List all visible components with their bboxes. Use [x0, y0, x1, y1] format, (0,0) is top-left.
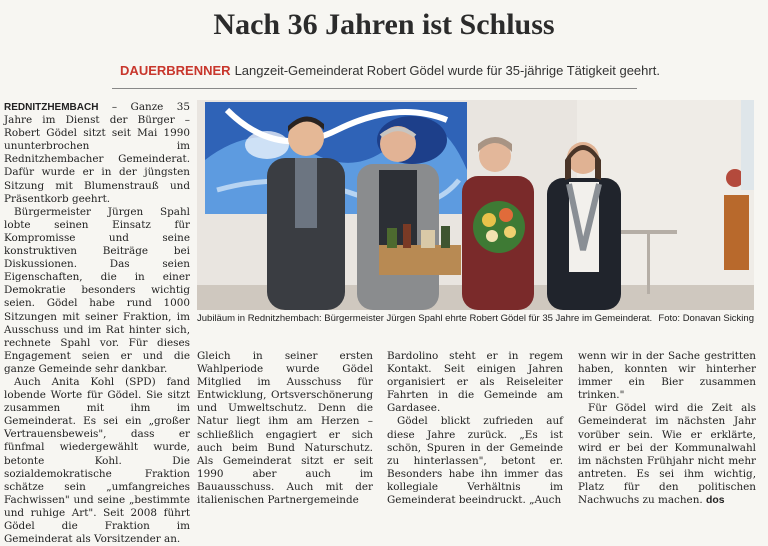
article-column-1 [4, 101, 190, 546]
divider [112, 88, 637, 89]
paragraph: Gödel blickt zufrieden auf diese Jahre zurück. „Es ist schön, Spuren in der Gemeinde zu hinterlassen", betont er. Besonders habe ihn immer das kollegiale Verhältnis im Gemeinderat beeindruckt. „Auch [387, 415, 563, 507]
paragraph: Gleich in seiner ersten Wahlperiode wurde Gödel Mitglied im Ausschuss für Entwicklung, Ortsverschönerung und Umweltschutz. Denn die Natur liegt ihm am Herzen – schließlich engagiert er sich auch beim Bund Naturschutz. Als Gemeinderat sitzt er seit 1990 aber auch im Bauausschuss. Auch mit der italienischen Partnergemeinde [197, 350, 373, 507]
headline: Nach 36 Jahren ist Schluss [213, 8, 555, 41]
photo-caption [197, 313, 754, 324]
article-photo [197, 100, 754, 310]
paragraph-text: – Ganze 35 Jahre im Dienst der Bürger – Robert Gödel sitzt seit Mai 1990 ununterbrochen im Rednitzhembacher Gemeinderat. Dafür wurde er in der jüngsten Sitzung mit Blumenstrauß und Präsentkorb geehrt. [4, 101, 190, 205]
author-signature: dos [706, 495, 725, 507]
subheadline [110, 63, 670, 78]
paragraph: Auch Anita Kohl (SPD) fand lobende Worte für Gödel. Sie sitzt zusammen mit ihm im Gemeinderat. Es sei ein „großer Vertrauensbeweis", dass er fünfmal wiedergewählt wurde, betonte Kohl. Die sozialdemokratische Fraktion schätze sein „umfangreiches Fachwissen" und seine „bestimmte und ruhige Art". Seit 2008 führt Gödel die Fraktion im Gemeinderat als Vorsitzender an. [4, 375, 190, 546]
article-column-2 [197, 350, 373, 507]
paragraph: Bardolino steht er in regem Kontakt. Seit einigen Jahren organisiert er als Reiseleiter Fahrten in die Gemeinde am Gardasee. [387, 350, 563, 415]
paragraph: wenn wir in der Sache gestritten haben, konnten wir hinterher immer ein Bier zusammen trinken." [578, 350, 756, 402]
paragraph: Bürgermeister Jürgen Spahl lobte seinen Einsatz für Kompromisse und seine konstruktiven Beiträge bei Diskussionen. Das seien Eigenschaften, die in einer Demokratie besonders wichtig seien. Gödel habe rund 1000 Sitzungen mit seiner Fraktion, im Ausschuss und im Rat hinter sich, rechnete Spahl vor. Für dieses Engagement seien er und die ganze Gemeinde sehr dankbar. [4, 205, 190, 375]
paragraph [578, 402, 756, 507]
photo-credit: Foto: Donavan Sicking [658, 313, 754, 324]
caption-text: Jubiläum in Rednitzhembach: Bürgermeister Jürgen Spahl ehrte Robert Gödel für 35 Jahre im Gemeinderat. [197, 313, 653, 324]
subheadline-text: Langzeit-Gemeinderat Robert Gödel wurde für 35-jährige Tätigkeit geehrt. [234, 63, 660, 78]
kicker: DAUERBRENNER [120, 63, 231, 78]
dateline: REDNITZHEMBACH [4, 102, 99, 113]
article-column-4 [578, 350, 756, 507]
article-column-3 [387, 350, 563, 507]
paragraph-text: Für Gödel wird die Zeit als Gemeinderat im nächsten Jahr vorüber sein. Wie er erklärte, wird er bei der Kommunalwahl im nächsten Frühjahr nicht mehr antreten. Es sei ihm wichtig, Platz für den politischen Nachwuchs zu machen. [578, 402, 756, 507]
paragraph [4, 101, 190, 206]
photo-illustration [197, 100, 754, 310]
